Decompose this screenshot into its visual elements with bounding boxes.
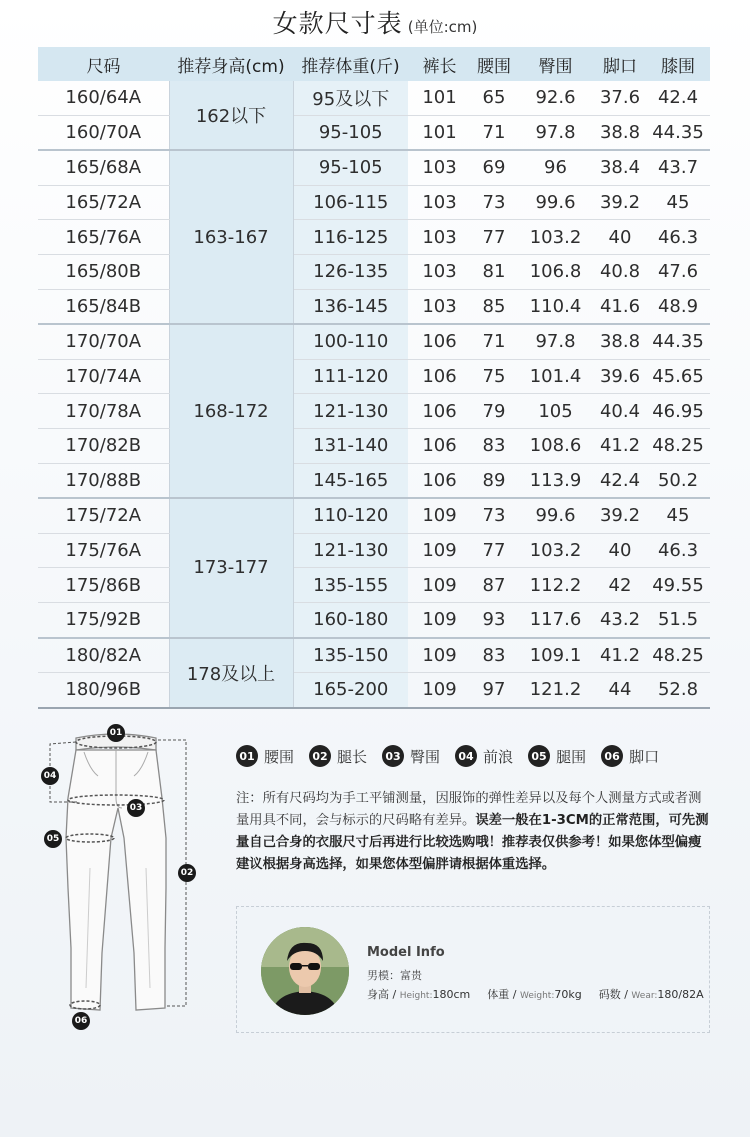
waist-cell: 77 [471,220,517,255]
weight-cell: 135-150 [293,638,408,673]
waist-cell: 83 [471,638,517,673]
model-photo-icon [261,927,349,1015]
weight-cell: 95-105 [293,150,408,185]
length-cell: 109 [408,568,471,603]
weight-cell: 135-155 [293,568,408,603]
weight-cell: 131-140 [293,428,408,463]
weight-cell: 111-120 [293,359,408,394]
table-row [38,324,710,359]
table-row [38,602,710,637]
height-group-cell: 173-177 [169,498,293,637]
hem-cell: 38.4 [594,150,646,185]
height-group-cell: 162以下 [169,81,293,150]
hem-cell: 42 [594,568,646,603]
hip-cell: 109.1 [517,638,594,673]
legend-number-badge: 05 [528,745,550,767]
length-cell: 106 [408,463,471,498]
waist-cell: 69 [471,150,517,185]
waist-cell: 79 [471,394,517,429]
height-group-cell: 163-167 [169,150,293,324]
legend-label: 腿围 [556,747,587,766]
legend-item [382,745,440,767]
model-weight-label: 体重 / [487,988,517,1001]
table-row [38,568,710,603]
note-bold: 误差一般在1-3CM的正常范围，可先测量自己合身的衣服尺寸后再进行比较选购哦！推荐表仅供参考！如果您体型偏瘦建议根据身高选择，如果您体型偏胖请根据体重选择。 [236,813,709,872]
model-info-heading: Model Info [367,945,445,960]
waist-cell: 81 [471,254,517,289]
legend-item [528,745,586,767]
table-row [38,115,710,150]
size-cell: 170/88B [38,463,169,498]
hip-cell: 92.6 [517,81,594,115]
legend-item [601,745,659,767]
knee-cell: 46.3 [646,220,710,255]
pants-diagram [38,718,208,1036]
column-header: 裤长 [408,47,471,81]
legend-label: 脚口 [629,747,660,766]
diagram-badge-04: 04 [41,767,59,785]
length-cell: 103 [408,220,471,255]
size-cell: 165/72A [38,185,169,220]
waist-cell: 71 [471,115,517,150]
model-weight-value: 70kg [554,988,582,1001]
hip-cell: 112.2 [517,568,594,603]
hem-cell: 40.8 [594,254,646,289]
length-cell: 103 [408,150,471,185]
hip-cell: 99.6 [517,498,594,533]
legend-number-badge: 06 [601,745,623,767]
table-row [38,638,710,673]
knee-cell: 47.6 [646,254,710,289]
model-weight-en: Weight: [519,991,555,1001]
waist-cell: 85 [471,289,517,324]
length-cell: 106 [408,359,471,394]
knee-cell: 45.65 [646,359,710,394]
length-cell: 103 [408,289,471,324]
legend-label: 臀围 [410,747,441,766]
height-group-cell: 178及以上 [169,638,293,708]
size-cell: 160/64A [38,81,169,115]
waist-cell: 97 [471,673,517,708]
size-cell: 175/76A [38,533,169,568]
length-cell: 109 [408,638,471,673]
hip-cell: 99.6 [517,185,594,220]
title-main: 女款尺寸表 [272,9,403,38]
length-cell: 101 [408,81,471,115]
knee-cell: 44.35 [646,324,710,359]
model-size-en: Wear: [631,991,658,1001]
hem-cell: 44 [594,673,646,708]
weight-cell: 136-145 [293,289,408,324]
length-cell: 101 [408,115,471,150]
size-cell: 180/96B [38,673,169,708]
model-avatar [261,927,349,1015]
size-cell: 160/70A [38,115,169,150]
length-cell: 106 [408,428,471,463]
knee-cell: 52.8 [646,673,710,708]
table-body [38,81,710,708]
weight-cell: 95及以下 [293,81,408,115]
legend-number-badge: 03 [382,745,404,767]
knee-cell: 48.25 [646,428,710,463]
size-cell: 165/68A [38,150,169,185]
waist-cell: 89 [471,463,517,498]
size-cell: 175/72A [38,498,169,533]
hem-cell: 41.6 [594,289,646,324]
model-height-label: 身高 / [367,988,397,1001]
hip-cell: 101.4 [517,359,594,394]
length-cell: 109 [408,498,471,533]
knee-cell: 46.95 [646,394,710,429]
hip-cell: 103.2 [517,533,594,568]
weight-cell: 100-110 [293,324,408,359]
hip-cell: 105 [517,394,594,429]
hip-cell: 103.2 [517,220,594,255]
column-header: 腰围 [471,47,517,81]
hem-cell: 38.8 [594,324,646,359]
model-name: 男模：富贵 [367,969,422,982]
table-row [38,185,710,220]
size-cell: 165/76A [38,220,169,255]
column-header: 臀围 [517,47,594,81]
measurement-note [236,788,714,876]
legend-item [455,745,513,767]
model-stats [367,986,704,1002]
height-group-cell: 168-172 [169,324,293,498]
title [0,4,750,40]
waist-cell: 83 [471,428,517,463]
table-header [38,47,710,81]
knee-cell: 45 [646,498,710,533]
hem-cell: 39.6 [594,359,646,394]
legend-number-badge: 02 [309,745,331,767]
weight-cell: 95-105 [293,115,408,150]
waist-cell: 73 [471,498,517,533]
column-header: 推荐身高(cm) [169,47,293,81]
legend-label: 腿长 [337,747,368,766]
weight-cell: 121-130 [293,533,408,568]
waist-cell: 75 [471,359,517,394]
hem-cell: 42.4 [594,463,646,498]
waist-cell: 77 [471,533,517,568]
weight-cell: 165-200 [293,673,408,708]
legend-number-badge: 01 [236,745,258,767]
weight-cell: 160-180 [293,602,408,637]
column-header: 脚口 [594,47,646,81]
hem-cell: 41.2 [594,428,646,463]
hip-cell: 117.6 [517,602,594,637]
table-row [38,150,710,185]
knee-cell: 46.3 [646,533,710,568]
table-row [38,254,710,289]
weight-cell: 145-165 [293,463,408,498]
hem-cell: 39.2 [594,185,646,220]
legend-label: 腰围 [264,747,295,766]
model-size-label: 码数 / [598,988,628,1001]
diagram-badge-02: 02 [178,864,196,882]
hem-cell: 40 [594,220,646,255]
column-header: 推荐体重(斤) [293,47,408,81]
hem-cell: 43.2 [594,602,646,637]
knee-cell: 45 [646,185,710,220]
hip-cell: 110.4 [517,289,594,324]
length-cell: 109 [408,533,471,568]
table-row [38,81,710,115]
weight-cell: 110-120 [293,498,408,533]
hip-cell: 97.8 [517,324,594,359]
size-cell: 175/86B [38,568,169,603]
column-header: 膝围 [646,47,710,81]
diagram-badge-01: 01 [107,724,125,742]
hip-cell: 108.6 [517,428,594,463]
waist-cell: 93 [471,602,517,637]
table-row [38,498,710,533]
title-unit: (单位:cm) [407,18,478,36]
size-cell: 170/74A [38,359,169,394]
table-row [38,673,710,708]
length-cell: 103 [408,185,471,220]
size-cell: 180/82A [38,638,169,673]
table-row [38,533,710,568]
legend-label: 前浪 [483,747,514,766]
size-cell: 175/92B [38,602,169,637]
model-height-en: Height: [399,991,433,1001]
length-cell: 106 [408,394,471,429]
table-row [38,428,710,463]
length-cell: 106 [408,324,471,359]
weight-cell: 116-125 [293,220,408,255]
measurement-legend [236,745,674,767]
waist-cell: 73 [471,185,517,220]
weight-cell: 121-130 [293,394,408,429]
hip-cell: 113.9 [517,463,594,498]
hip-cell: 97.8 [517,115,594,150]
knee-cell: 44.35 [646,115,710,150]
diagram-badge-05: 05 [44,830,62,848]
knee-cell: 42.4 [646,81,710,115]
knee-cell: 49.55 [646,568,710,603]
hip-cell: 121.2 [517,673,594,708]
table-row [38,394,710,429]
length-cell: 109 [408,673,471,708]
knee-cell: 43.7 [646,150,710,185]
hem-cell: 40.4 [594,394,646,429]
weight-cell: 126-135 [293,254,408,289]
hem-cell: 39.2 [594,498,646,533]
legend-item [309,745,367,767]
length-cell: 103 [408,254,471,289]
size-cell: 165/80B [38,254,169,289]
hem-cell: 40 [594,533,646,568]
legend-item [236,745,294,767]
waist-cell: 65 [471,81,517,115]
diagram-badge-06: 06 [72,1012,90,1030]
size-cell: 165/84B [38,289,169,324]
table-row [38,220,710,255]
size-cell: 170/78A [38,394,169,429]
knee-cell: 51.5 [646,602,710,637]
size-cell: 170/70A [38,324,169,359]
model-height-value: 180cm [432,988,471,1001]
table-row [38,289,710,324]
waist-cell: 87 [471,568,517,603]
hip-cell: 106.8 [517,254,594,289]
model-info-card [236,906,710,1033]
table-row [38,359,710,394]
table-row [38,463,710,498]
hem-cell: 41.2 [594,638,646,673]
knee-cell: 50.2 [646,463,710,498]
model-size-value: 180/82A [657,988,704,1001]
hem-cell: 37.6 [594,81,646,115]
size-table [38,47,710,709]
knee-cell: 48.9 [646,289,710,324]
length-cell: 109 [408,602,471,637]
size-cell: 170/82B [38,428,169,463]
note-normal: 注：所有尺码均为手工平铺测量，因服饰的弹性差异以及每个人测量方式或者测量用具不同，会与标示的尺码略有差异。 [236,791,702,828]
column-header: 尺码 [38,47,169,81]
diagram-badge-03: 03 [127,799,145,817]
hem-cell: 38.8 [594,115,646,150]
legend-number-badge: 04 [455,745,477,767]
waist-cell: 71 [471,324,517,359]
knee-cell: 48.25 [646,638,710,673]
weight-cell: 106-115 [293,185,408,220]
hip-cell: 96 [517,150,594,185]
